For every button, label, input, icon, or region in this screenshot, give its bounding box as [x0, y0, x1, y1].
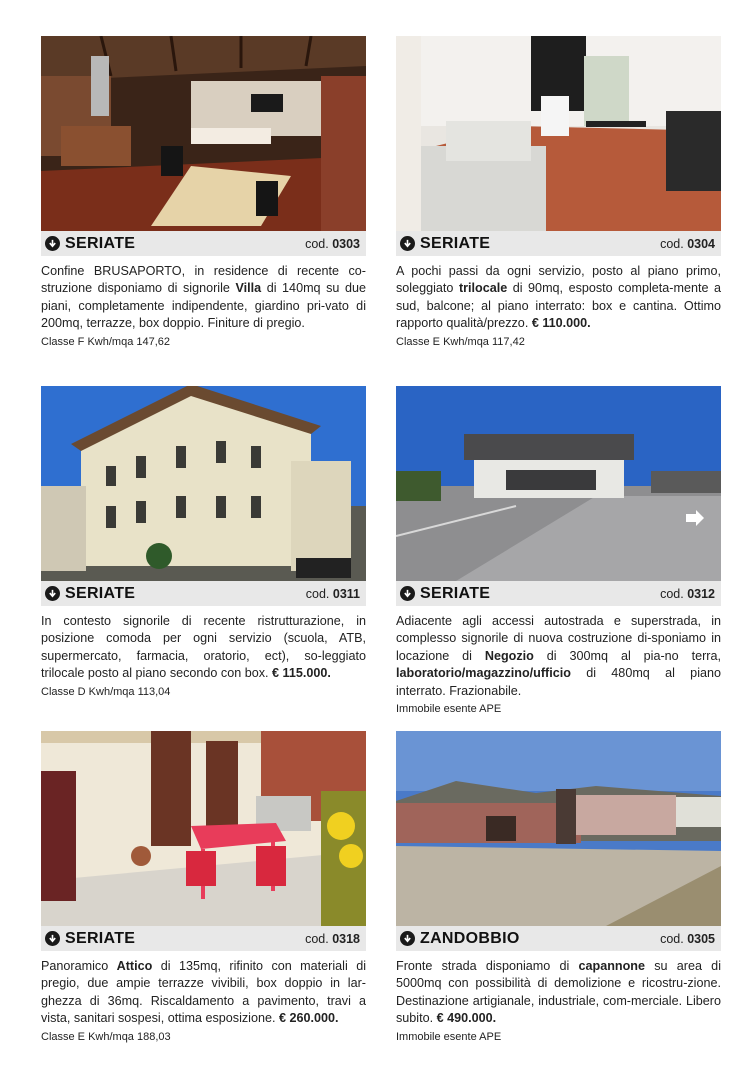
energy-class: Immobile esente APE — [396, 1030, 502, 1043]
energy-class: Classe E Kwh/mqa 188,03 — [41, 1030, 171, 1043]
location-pin-icon — [45, 586, 60, 601]
property-photo[interactable] — [396, 386, 721, 581]
listing-price: € 490.000. — [436, 1011, 497, 1026]
listing-description: A pochi passi da ogni servizio, posto al piano primo, soleggiato trilocale di 90mq, esposto completa-mente a sud, balcone; al piano interrato: box e cantina. Ottimo rapporto qualità/prezzo. € 110.000. — [396, 264, 721, 331]
listing-description: In contesto signorile di recente ristrutturazione, in posizione comoda per ogni servizio (scuola, ATB, supermercato, farmacia, oratorio, ect), so-leggiato trilocale posto al piano secondo con box. € 115.000. — [41, 614, 366, 681]
listing-city: SERIATE — [65, 929, 136, 947]
location-pin-icon — [400, 931, 415, 946]
location-pin-icon — [400, 586, 415, 601]
listing-card-0305[interactable] — [396, 731, 721, 1043]
listing-code: cod. 0304 — [660, 236, 715, 251]
listing-header-bar — [396, 581, 721, 606]
location-pin-icon — [45, 236, 60, 251]
listing-city: ZANDOBBIO — [420, 929, 520, 947]
listing-city: SERIATE — [65, 584, 136, 602]
listing-code: cod. 0311 — [305, 586, 360, 601]
listing-price: € 115.000. — [272, 666, 331, 681]
listing-description: Fronte strada disponiamo di capannone su area di 5000mq con possibilità di demolizione e ricostru-zione. Destinazione artigianale, industriale, com-merciale. Libero subito. € 490.000. — [396, 959, 721, 1026]
listing-city: SERIATE — [420, 234, 491, 252]
listing-description: Confine BRUSAPORTO, in residence di recente co-struzione disponiamo di signorile Villa di 140mq su due piani, completamente indipendente, giardino pri-vato di 200mq, terrazze, box doppio. Finiture di pregio. — [41, 264, 366, 331]
listing-code: cod. 0312 — [660, 586, 715, 601]
listing-header-bar — [41, 231, 366, 256]
listing-description: Panoramico Attico di 135mq, rifinito con materiali di pregio, due ampie terrazze vivibili, box doppio in lar-ghezza di 36mq. Riscaldamento a pavimento, travi a vista, sanitari sospesi, ottima esposizione. € 260.000. — [41, 959, 367, 1026]
listing-price: € 110.000. — [531, 316, 591, 331]
property-photo[interactable] — [41, 36, 366, 231]
energy-class: Classe D Kwh/mqa 113,04 — [41, 685, 171, 698]
energy-class: Classe F Kwh/mqa 147,62 — [41, 335, 171, 348]
listing-header-bar — [41, 581, 366, 606]
location-pin-icon — [45, 931, 60, 946]
listing-card-0311[interactable] — [41, 386, 366, 698]
listing-city: SERIATE — [420, 584, 491, 602]
listing-code: cod. 0303 — [305, 236, 360, 251]
listing-header-bar — [396, 926, 721, 951]
energy-class: Classe E Kwh/mqa 117,42 — [396, 335, 525, 348]
listing-header-bar — [396, 231, 721, 256]
listing-code: cod. 0305 — [660, 931, 715, 946]
listing-card-0304[interactable] — [396, 36, 721, 348]
listing-card-0318[interactable] — [41, 731, 366, 1043]
property-photo[interactable] — [41, 731, 366, 926]
listing-code: cod. 0318 — [305, 931, 360, 946]
property-photo[interactable] — [396, 36, 721, 231]
listing-price: € 260.000. — [279, 1011, 339, 1026]
property-photo[interactable] — [41, 386, 366, 581]
property-photo[interactable] — [396, 731, 721, 926]
listing-card-0312[interactable] — [396, 386, 721, 715]
energy-class: Immobile esente APE — [396, 703, 502, 716]
listing-header-bar — [41, 926, 366, 951]
location-pin-icon — [400, 236, 415, 251]
listing-city: SERIATE — [65, 234, 136, 252]
listing-card-0303[interactable] — [41, 36, 366, 348]
listing-description: Adiacente agli accessi autostrada e superstrada, in complesso signorile di nuova costruzione di-sponiamo in locazione di Negozio di 300mq al pia-no terra, laboratorio/magazzino/ufficio di 480mq al piano interrato. Frazionabile. — [396, 614, 721, 698]
